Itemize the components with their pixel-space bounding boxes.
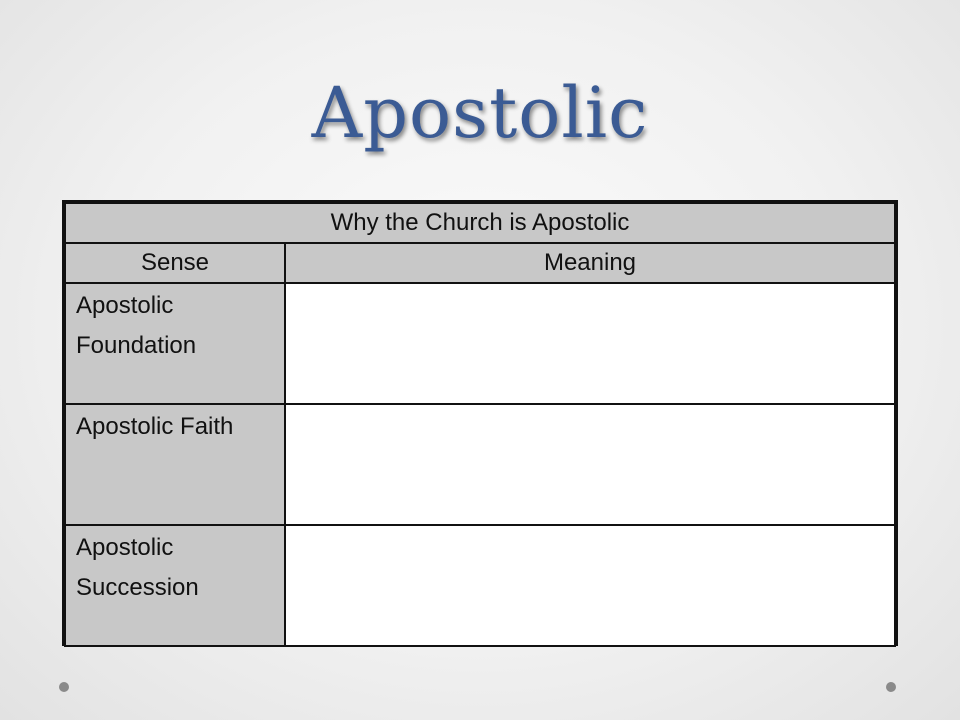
sense-cell-apostolic-succession: Apostolic Succession: [65, 525, 285, 646]
slide-title: Apostolic: [311, 72, 649, 154]
header-sense: Sense: [65, 243, 285, 283]
meaning-cell-apostolic-succession[interactable]: [285, 525, 895, 646]
table-row: [65, 525, 895, 646]
worksheet-table: [62, 200, 898, 646]
table-caption: Why the Church is Apostolic: [65, 203, 895, 243]
sense-cell-apostolic-foundation: Apostolic Foundation: [65, 283, 285, 404]
table-header-row: [65, 243, 895, 283]
next-dot-icon[interactable]: [886, 682, 896, 692]
header-meaning: Meaning: [285, 243, 895, 283]
table-caption-row: [65, 203, 895, 243]
meaning-cell-apostolic-foundation[interactable]: [285, 283, 895, 404]
table-row: [65, 283, 895, 404]
prev-dot-icon[interactable]: [59, 682, 69, 692]
sense-cell-apostolic-faith: Apostolic Faith: [65, 404, 285, 525]
apostolic-table: [64, 202, 896, 647]
table-row: [65, 404, 895, 525]
meaning-cell-apostolic-faith[interactable]: [285, 404, 895, 525]
